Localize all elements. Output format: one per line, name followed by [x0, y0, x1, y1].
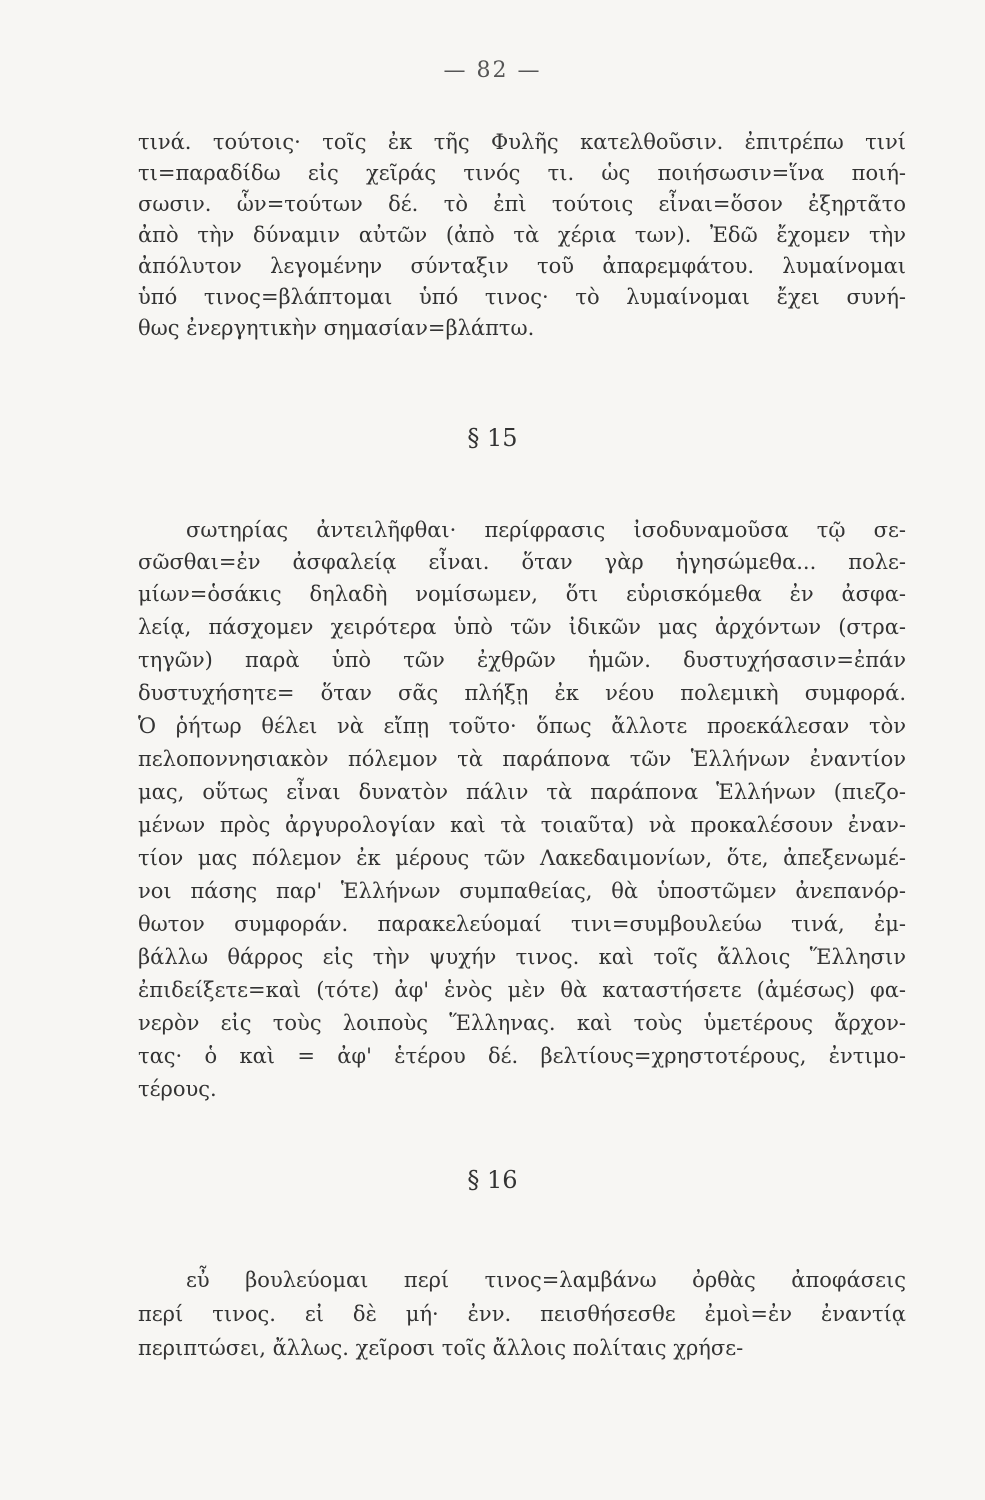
text-line: μίων=ὁσάκις δηλαδὴ νομίσωμεν, ὅτι εὑρισκόμεθα ἐν ἀσφα- — [138, 582, 906, 606]
text-line: μένων πρὸς ἀργυρολογίαν καὶ τὰ τοιαῦτα) νὰ προκαλέσουν ἐναν- — [138, 813, 906, 837]
text-line: ἀπόλυτον λεγομένην σύνταξιν τοῦ ἀπαρεμφάτου. λυμαίνομαι — [138, 254, 906, 278]
text-line: ἐπιδείξετε=καὶ (τότε) ἀφ' ἑνὸς μὲν θὰ καταστήσετε (ἀμέσως) φα- — [138, 978, 906, 1002]
text-line: βάλλω θάρρος εἰς τὴν ψυχήν τινος. καὶ τοῖς ἄλλοις Ἕλλησιν — [138, 945, 906, 969]
text-line: τινά. τούτοις· τοῖς ἐκ τῆς Φυλῆς κατελθοῦσιν. ἐπιτρέπω τινί — [138, 130, 906, 154]
section-heading-15: § 15 — [467, 424, 518, 452]
text-line: μας, οὕτως εἶναι δυνατὸν πάλιν τὰ παράπονα Ἑλλήνων (πιεζο- — [138, 780, 906, 804]
text-line: περί τινος. εἰ δὲ μή· ἐνν. πεισθήσεσθε ἐμοὶ=ἐν ἐναντίᾳ — [138, 1302, 906, 1326]
text-line: θωτον συμφοράν. παρακελεύομαί τινι=συμβουλεύω τινά, ἐμ- — [138, 912, 906, 936]
text-line: πελοποννησιακὸν πόλεμον τὰ παράπονα τῶν Ἑλλήνων ἐναντίον — [138, 747, 906, 771]
text-line: λείᾳ, πάσχομεν χειρότερα ὑπὸ τῶν ἰδικῶν μας ἀρχόντων (στρα- — [138, 615, 906, 639]
text-line: σωσιν. ὧν=τούτων δέ. τὸ ἐπὶ τούτοις εἶναι=ὅσον ἐξηρτᾶτο — [138, 192, 906, 216]
text-line: τέρους. — [138, 1077, 217, 1101]
text-line: εὖ βουλεύομαι περί τινος=λαμβάνω ὀρθὰς ἀποφάσεις — [186, 1268, 906, 1292]
text-line: περιπτώσει, ἄλλως. χεῖροσι τοῖς ἄλλοις πολίταις χρήσε- — [138, 1336, 744, 1360]
text-line: ἀπὸ τὴν δύναμιν αὐτῶν (ἀπὸ τὰ χέρια των). Ἐδῶ ἔχομεν τὴν — [138, 223, 906, 247]
text-line: σωτηρίας ἀντειλῆφθαι· περίφρασις ἰσοδυναμοῦσα τῷ σε- — [186, 518, 906, 542]
section-heading-16: § 16 — [467, 1166, 518, 1194]
text-line: θως ἐνεργητικὴν σημασίαν=βλάπτω. — [138, 316, 535, 340]
text-line: τηγῶν) παρὰ ὑπὸ τῶν ἐχθρῶν ἡμῶν. δυστυχήσασιν=ἐπάν — [138, 648, 906, 672]
text-line: τας· ὁ καὶ = ἀφ' ἑτέρου δέ. βελτίους=χρηστοτέρους, ἐντιμο- — [138, 1044, 906, 1068]
text-line: νερὸν εἰς τοὺς λοιποὺς Ἕλληνας. καὶ τοὺς ὑμετέρους ἄρχον- — [138, 1011, 906, 1035]
text-line: σῶσθαι=ἐν ἀσφαλείᾳ εἶναι. ὅταν γὰρ ἡγησώμεθα... πολε- — [138, 550, 906, 574]
page-number: — 82 — — [443, 58, 542, 83]
text-line: δυστυχήσητε= ὅταν σᾶς πλήξῃ ἐκ νέου πολεμικὴ συμφορά. — [138, 681, 906, 705]
text-line: τίον μας πόλεμον ἐκ μέρους τῶν Λακεδαιμονίων, ὅτε, ἀπεξενωμέ- — [138, 846, 906, 870]
text-line: τι=παραδίδω εἰς χεῖράς τινός τι. ὡς ποιήσωσιν=ἵνα ποιή- — [138, 161, 906, 185]
text-line: Ὁ ῥήτωρ θέλει νὰ εἴπῃ τοῦτο· ὅπως ἄλλοτε προεκάλεσαν τὸν — [138, 714, 906, 738]
text-line: νοι πάσης παρ' Ἑλλήνων συμπαθείας, θὰ ὑποστῶμεν ἀνεπανόρ- — [138, 879, 906, 903]
text-line: ὑπό τινος=βλάπτομαι ὑπό τινος· τὸ λυμαίνομαι ἔχει συνή- — [138, 285, 906, 309]
